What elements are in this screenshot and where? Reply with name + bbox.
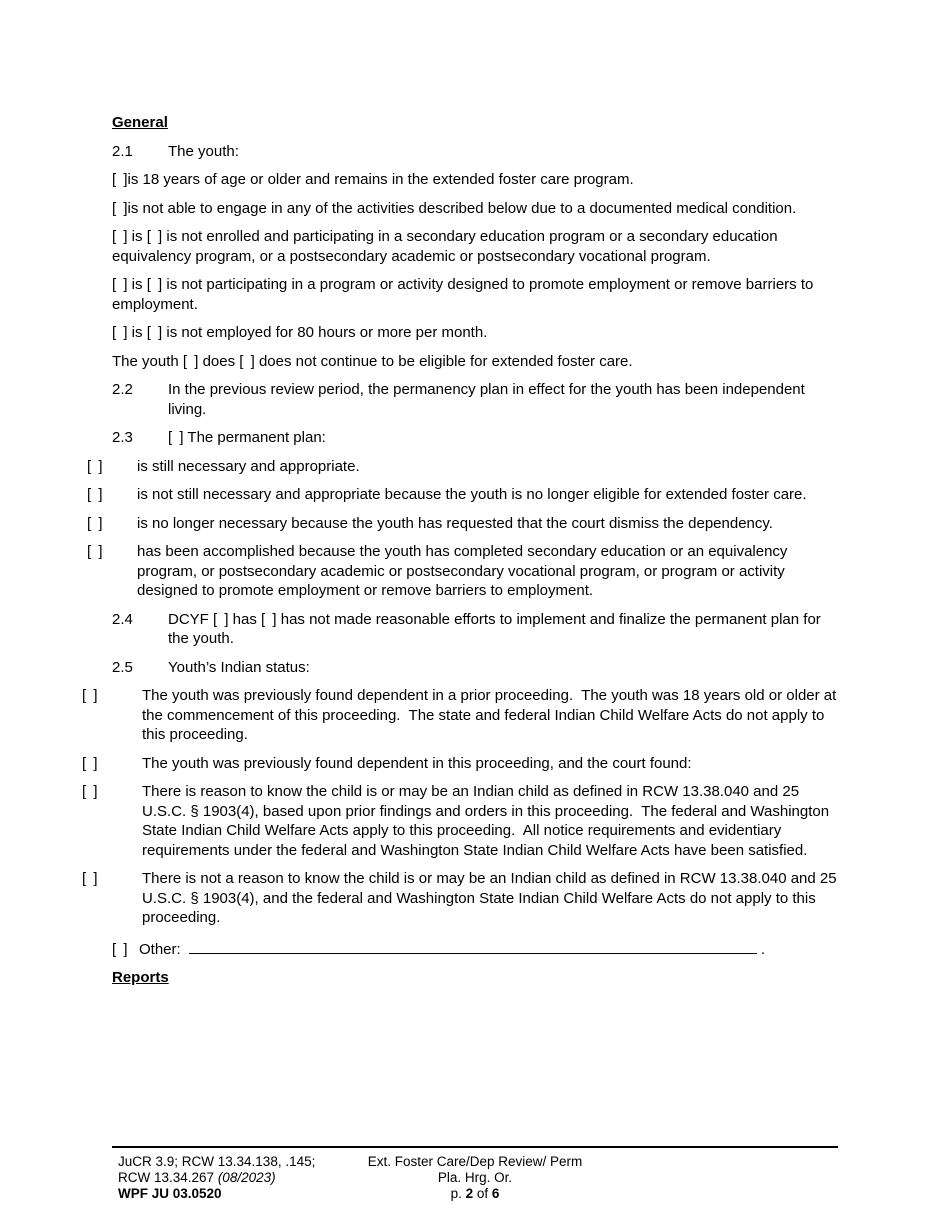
option-age18	[112, 170, 842, 190]
option-text: is not enrolled and participating in a secondary education program or a secondary education equivalency program, or a postsecondary academic or postsecondary vocational program.	[112, 228, 782, 265]
option-text: is not participating in a program or activity designed to promote employment or remove barriers to employment.	[112, 276, 818, 313]
checkbox[interactable]: [ ]	[112, 324, 128, 341]
checkbox[interactable]: [ ]	[261, 610, 277, 628]
checkbox[interactable]: [ ]	[82, 754, 98, 772]
option-still-necessary	[87, 457, 842, 477]
option-text: is	[127, 228, 147, 245]
checkbox[interactable]: [ ]	[112, 228, 128, 245]
option-other	[112, 937, 842, 960]
item-2-3-header	[112, 428, 842, 448]
item-title: The permanent plan:	[183, 429, 326, 446]
section-general	[112, 113, 842, 133]
option-text: There is not a reason to know the child is or may be an Indian child as defined in RCW 13.38.040 and 25 U.S.C. § 1903(4), and the federal and Washington State Indian Child Welfare Acts do not apply to this proceeding.	[142, 870, 841, 926]
item-text: has not made reasonable efforts to implement and finalize the permanent plan for the youth.	[168, 610, 825, 647]
section-2-5	[82, 658, 842, 960]
sub-option-employment-program	[112, 275, 842, 314]
option-prior-proceeding	[82, 686, 842, 745]
checkbox[interactable]: [ ]	[87, 543, 103, 560]
checkbox[interactable]: [ ]	[213, 610, 229, 628]
checkbox[interactable]: [ ]	[87, 486, 103, 503]
footer-form-number: WPF JU 03.0520	[118, 1186, 222, 1201]
finding-no-reason-to-know	[82, 869, 842, 928]
option-text: is no longer necessary because the youth has requested that the court dismiss the dependency.	[137, 514, 773, 532]
option-text: is not still necessary and appropriate because the youth is no longer eligible for extended foster care.	[137, 486, 807, 503]
checkbox[interactable]: [ ]	[112, 171, 128, 188]
footer-title	[112, 1154, 838, 1202]
checkbox[interactable]: [ ]	[146, 228, 163, 245]
checkbox[interactable]: [ ]	[87, 514, 103, 532]
reports-heading: Reports	[112, 969, 169, 986]
option-accomplished	[87, 542, 842, 601]
item-title: Youth’s Indian status:	[168, 658, 310, 676]
checkbox[interactable]: [ ]	[82, 783, 98, 800]
option-not-still-necessary	[87, 485, 842, 505]
section-2-1	[112, 142, 842, 372]
general-heading: General	[112, 114, 168, 131]
item-text: In the previous review period, the permanency plan in effect for the youth has been independent living.	[168, 381, 809, 418]
conclusion-text: does	[198, 352, 240, 370]
section-2-3	[87, 428, 842, 601]
item-number: 2.4	[112, 610, 133, 628]
checkbox[interactable]: [ ]	[146, 324, 163, 341]
footer-title-line2: Pla. Hrg. Or.	[437, 1170, 513, 1185]
section-2-2	[112, 380, 842, 419]
page-current: 2	[465, 1186, 474, 1201]
option-text: The youth was previously found dependent in this proceeding, and the court found:	[142, 754, 692, 772]
checkbox[interactable]: [ ]	[182, 352, 199, 370]
option-text: is 18 years of age or older and remains in the extended foster care program.	[127, 171, 634, 188]
item-2-2	[112, 380, 842, 419]
page-of: of	[473, 1186, 492, 1201]
checkbox[interactable]: [ ]	[112, 276, 128, 293]
item-2-4	[112, 610, 842, 649]
other-input-line[interactable]	[189, 937, 757, 954]
option-text: is still necessary and appropriate.	[137, 457, 360, 475]
checkbox[interactable]: [ ]	[168, 429, 184, 446]
item-text: DCYF	[168, 610, 213, 628]
section-2-4	[112, 610, 842, 649]
other-period: .	[756, 940, 766, 958]
checkbox[interactable]: [ ]	[82, 687, 98, 704]
footer-rcw: RCW 13.34.267	[118, 1170, 218, 1185]
item-2-5-header	[112, 658, 842, 678]
page-footer	[112, 1146, 838, 1201]
item-number: 2.5	[112, 658, 133, 676]
option-text: is not able to engage in any of the activities described below due to a documented medical condition.	[127, 199, 797, 217]
page-label: p.	[450, 1186, 466, 1201]
page-total: 6	[491, 1186, 500, 1201]
footer-revision-date: (08/2023)	[217, 1170, 276, 1185]
checkbox[interactable]: [ ]	[112, 940, 128, 958]
conclusion-eligibility	[112, 352, 842, 372]
checkbox[interactable]: [ ]	[87, 457, 103, 475]
item-title: The youth:	[168, 142, 239, 160]
section-reports	[112, 968, 842, 988]
footer-title-line1: Ext. Foster Care/Dep Review/ Perm	[367, 1154, 583, 1169]
sub-option-employed	[112, 323, 842, 343]
item-number: 2.1	[112, 142, 133, 160]
conclusion-text: The youth	[112, 352, 183, 370]
checkbox[interactable]: [ ]	[82, 870, 98, 887]
option-text: is not employed for 80 hours or more per month.	[162, 324, 488, 341]
form-body	[82, 113, 842, 997]
option-text: has been accomplished because the youth has completed secondary education or an equivalency program, or postsecondary academic or postsecondary vocational program, or program or activity designed to promote employment or remove barriers to employment.	[137, 543, 792, 599]
conclusion-text: does not continue to be eligible for extended foster care.	[254, 352, 633, 370]
finding-reason-to-know	[82, 782, 842, 860]
checkbox[interactable]: [ ]	[146, 276, 163, 293]
item-number: 2.3	[112, 429, 133, 446]
item-2-1-header	[112, 142, 842, 162]
item-number: 2.2	[112, 381, 133, 398]
footer-page-number	[112, 1186, 838, 1202]
option-this-proceeding	[82, 754, 842, 774]
option-no-longer-necessary	[87, 514, 842, 534]
footer-citation-line1: JuCR 3.9; RCW 13.34.138, .145;	[118, 1154, 316, 1169]
item-text: has	[228, 610, 262, 628]
option-text: The youth was previously found dependent in a prior proceeding. The youth was 18 years old or older at the commencement of this proceeding. The state and federal Indian Child Welfare Acts do not apply to this proceeding.	[142, 687, 841, 743]
option-text: is	[127, 324, 147, 341]
checkbox[interactable]: [ ]	[239, 352, 255, 370]
sub-option-enrolled	[112, 227, 842, 266]
option-text: is	[127, 276, 147, 293]
option-text: There is reason to know the child is or may be an Indian child as defined in RCW 13.38.040 and 25 U.S.C. § 1903(4), based upon prior findings and orders in this proceeding. The federal and Washington State Indian Child Welfare Acts apply to this proceeding. All notice requirements and evidentiary requirements under the federal and Washington State Indian Child Welfare Acts have been satisfied.	[142, 783, 834, 859]
checkbox[interactable]: [ ]	[112, 199, 128, 217]
other-label: Other:	[139, 940, 181, 958]
option-medical	[112, 199, 842, 219]
